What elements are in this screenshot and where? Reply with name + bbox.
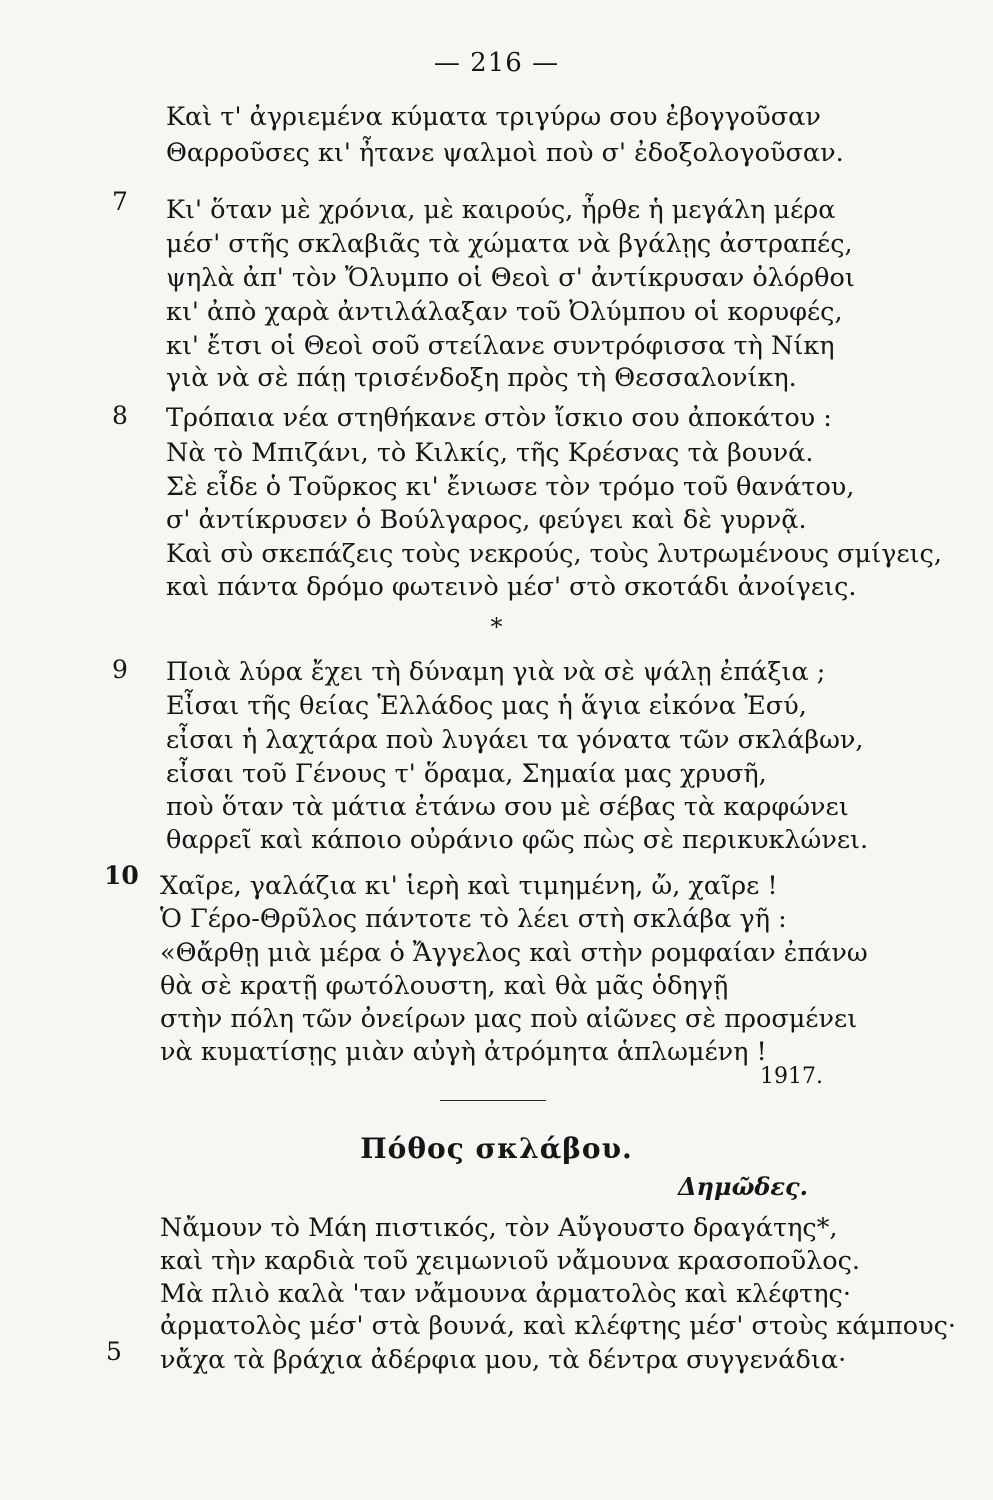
line-number: 5: [106, 1337, 122, 1366]
text-line: γιὰ νὰ σὲ πάῃ τρισένδοξη πρὸς τὴ Θεσσαλονίκη.: [166, 363, 797, 393]
text-line: νὰ κυματίσῃς μιὰν αὐγὴ ἀτρόμητα ἁπλωμένη !: [160, 1037, 767, 1067]
text-line: Εἶσαι τῆς θείας Ἑλλάδος μας ἡ ἅγια εἰκόνα Ἐσύ,: [166, 691, 807, 721]
stanza-number: 8: [112, 401, 128, 430]
text-line: Θαρροῦσες κι' ἦτανε ψαλμοὶ ποὺ σ' ἐδοξολογοῦσαν.: [166, 138, 844, 168]
text-line: κι' ἔτσι οἱ Θεοὶ σοῦ στείλανε συντρόφισσα τὴ Νίκη: [166, 331, 835, 361]
divider: [440, 1100, 546, 1101]
page-number: — 216 —: [433, 48, 560, 78]
text-line: εἶσαι ἡ λαχτάρα ποὺ λυγάει τα γόνατα τῶν σκλάβων,: [166, 725, 864, 755]
text-line: Ποιὰ λύρα ἔχει τὴ δύναμη γιὰ νὰ σὲ ψάλῃ ἐπάξια ;: [166, 657, 826, 687]
text-line: Νὰ τὸ Μπιζάνι, τὸ Κιλκίς, τῆς Κρέσνας τὰ βουνά.: [166, 438, 814, 468]
text-line: στὴν πόλη τῶν ὀνείρων μας ποὺ αἰῶνες σὲ προσμένει: [160, 1004, 858, 1034]
text-line: Μὰ πλιὸ καλὰ 'ταν νἄμουνα ἀρματολὸς καὶ κλέφτης·: [160, 1279, 851, 1309]
poem-subtitle: Δημῶδες.: [677, 1172, 808, 1201]
text-line: μέσ' στῆς σκλαβιᾶς τὰ χώματα νὰ βγάλῃς ἀστραπές,: [166, 229, 853, 259]
text-line: εἶσαι τοῦ Γένους τ' ὅραμα, Σημαία μας χρυσῆ,: [166, 759, 767, 789]
text-line: Κι' ὅταν μὲ χρόνια, μὲ καιρούς, ἦρθε ἡ μεγάλη μέρα: [166, 195, 836, 225]
poem-title: Πόθος σκλάβου.: [360, 1132, 633, 1165]
text-line: καὶ πάντα δρόμο φωτεινὸ μέσ' στὸ σκοτάδι ἀνοίγεις.: [166, 572, 857, 602]
text-line: Τρόπαια νέα στηθήκανε στὸν ἴσκιο σου ἀποκάτου :: [166, 403, 832, 433]
stanza-number: 9: [112, 655, 128, 684]
stanza-number: 10: [104, 861, 139, 890]
text-line: Καὶ σὺ σκεπάζεις τοὺς νεκρούς, τοὺς λυτρωμένους σμίγεις,: [166, 539, 942, 569]
text-line: Καὶ τ' ἀγριεμένα κύματα τριγύρω σου ἐβογγοῦσαν: [166, 102, 821, 132]
text-line: ποὺ ὅταν τὰ μάτια ἐτάνω σου μὲ σέβας τὰ καρφώνει: [166, 792, 849, 822]
text-line: Σὲ εἶδε ὁ Τοῦρκος κι' ἔνιωσε τὸν τρόμο τοῦ θανάτου,: [166, 472, 855, 502]
section-separator: *: [490, 613, 503, 641]
text-line: καὶ τὴν καρδιὰ τοῦ χειμωνιοῦ νἄμουνα κρασοποῦλος.: [160, 1246, 861, 1276]
stanza-number: 7: [112, 187, 128, 216]
text-line: θὰ σὲ κρατῇ φωτόλουστη, καὶ θὰ μᾶς ὁδηγῇ: [160, 971, 729, 1001]
text-line: κι' ἀπὸ χαρὰ ἀντιλάλαξαν τοῦ Ὀλύμπου οἱ κορυφές,: [166, 297, 843, 327]
text-line: ψηλὰ ἀπ' τὸν Ὄλυμπο οἱ Θεοὶ σ' ἀντίκρυσαν ὀλόρθοι: [166, 263, 855, 293]
text-line: Ὁ Γέρο-Θρῦλος πάντοτε τὸ λέει στὴ σκλάβα γῆ :: [160, 904, 787, 934]
text-line: θαρρεῖ καὶ κάποιο οὐράνιο φῶς πὼς σὲ περικυκλώνει.: [166, 825, 869, 855]
text-line: νἄχα τὰ βράχια ἀδέρφια μου, τὰ δέντρα συγγενάδια·: [160, 1345, 847, 1375]
text-line: «Θἄρθῃ μιὰ μέρα ὁ Ἄγγελος καὶ στὴν ρομφαίαν ἐπάνω: [160, 938, 868, 968]
text-line: σ' ἀντίκρυσεν ὁ Βούλγαρος, φεύγει καὶ δὲ γυρνᾷ.: [166, 505, 807, 535]
text-line: Νἄμουν τὸ Μάη πιστικός, τὸν Αὔγουστο δραγάτης*,: [160, 1213, 838, 1243]
text-line: Χαῖρε, γαλάζια κι' ἱερὴ καὶ τιμημένη, ὤ, χαῖρε !: [160, 871, 778, 901]
text-line: ἀρματολὸς μέσ' στὰ βουνά, καὶ κλέφτης μέσ' στοὺς κάμπους·: [160, 1311, 957, 1341]
poem-date: 1917.: [760, 1064, 823, 1089]
